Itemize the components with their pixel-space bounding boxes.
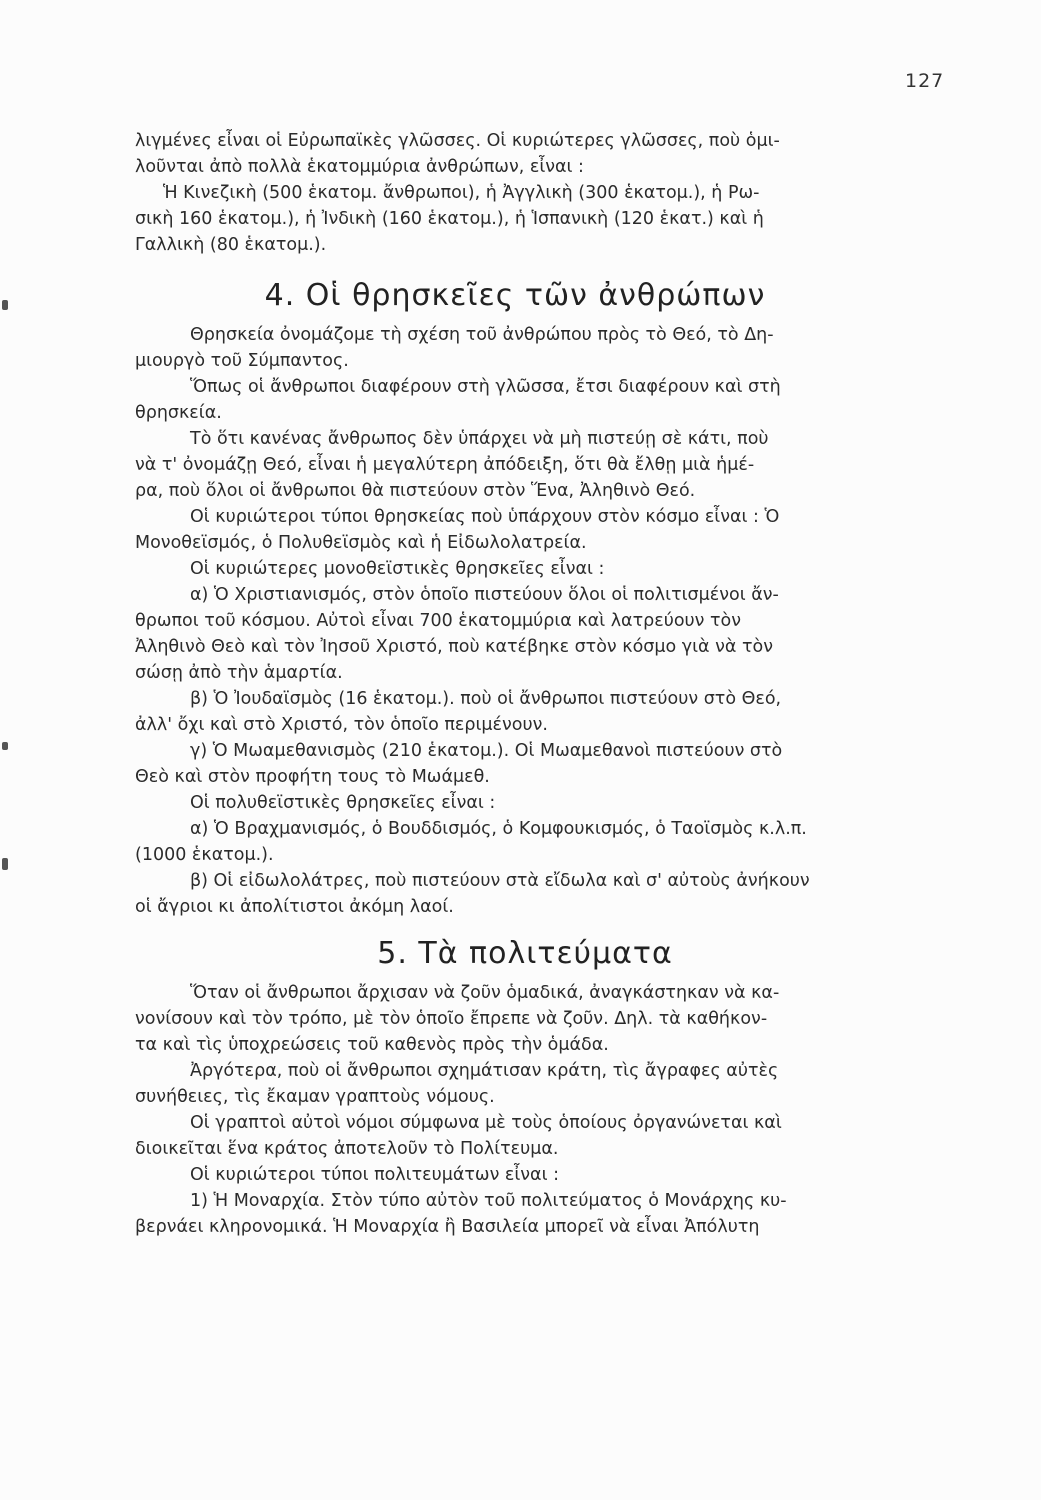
text-line: Μονοθεϊσμός, ὁ Πολυθεϊσμὸς καὶ ἡ Εἰδωλολατρεία. [135, 533, 587, 553]
text-line: β) Ὁ Ἰουδαϊσμὸς (16 ἑκατομ.). ποὺ οἱ ἄνθρωποι πιστεύουν στὸ Θεό, [190, 689, 782, 709]
text-line: 1) Ἡ Μοναρχία. Στὸν τύπο αὐτὸν τοῦ πολιτεύματος ὁ Μονάρχης κυ- [190, 1191, 787, 1211]
text-line: ἀλλ' ὄχι καὶ στὸ Χριστό, τὸν ὁποῖο περιμένουν. [135, 715, 548, 735]
text-line: σικὴ 160 ἑκατομ.), ἡ Ἰνδικὴ (160 ἑκατομ.), ἡ Ἱσπανικὴ (120 ἑκατ.) καὶ ἡ [135, 209, 764, 229]
text-line: ρα, ποὺ ὅλοι οἱ ἄνθρωποι θὰ πιστεύουν στὸν Ἕνα, Ἀληθινὸ Θεό. [135, 481, 696, 501]
text-line: Οἱ κυριώτεροι τύποι θρησκείας ποὺ ὑπάρχουν στὸν κόσμο εἶναι : Ὁ [190, 507, 780, 527]
text-line: Ἀληθινὸ Θεὸ καὶ τὸν Ἰησοῦ Χριστό, ποὺ κατέβηκε στὸν κόσμο γιὰ νὰ τὸν [135, 637, 774, 657]
text-line: θρησκεία. [135, 403, 222, 423]
text-line: βερνάει κληρονομικά. Ἡ Μοναρχία ἢ Βασιλεία μπορεῖ νὰ εἶναι Ἀπόλυτη [135, 1217, 760, 1237]
text-line: Ἀργότερα, ποὺ οἱ ἄνθρωποι σχημάτισαν κράτη, τὶς ἄγραφες αὐτὲς [190, 1061, 779, 1081]
text-line: λοῦνται ἀπὸ πολλὰ ἑκατομμύρια ἀνθρώπων, εἶναι : [135, 157, 584, 177]
section-heading-polities: 5. Τὰ πολιτεύματα [377, 936, 673, 971]
text-line: οἱ ἄγριοι κι ἀπολίτιστοι ἀκόμη λαοί. [135, 897, 454, 917]
section-heading-religions: 4. Οἱ θρησκεῖες τῶν ἀνθρώπων [264, 278, 766, 313]
text-line: γ) Ὁ Μωαμεθανισμὸς (210 ἑκατομ.). Οἱ Μωαμεθανοὶ πιστεύουν στὸ [190, 741, 783, 761]
text-line: (1000 ἑκατομ.). [135, 845, 274, 865]
text-line: νὰ τ' ὀνομάζῃ Θεό, εἶναι ἡ μεγαλύτερη ἀπόδειξη, ὅτι θὰ ἔλθῃ μιὰ ἡμέ- [135, 455, 755, 475]
text-line: Θρησκεία ὀνομάζομε τὴ σχέση τοῦ ἀνθρώπου πρὸς τὸ Θεό, τὸ Δη- [190, 325, 774, 345]
text-line: νονίσουν καὶ τὸν τρόπο, μὲ τὸν ὁποῖο ἔπρεπε νὰ ζοῦν. Δηλ. τὰ καθήκον- [135, 1009, 768, 1029]
text-line: σώσῃ ἀπὸ τὴν ἁμαρτία. [135, 663, 343, 683]
text-line: Οἱ κυριώτεροι τύποι πολιτευμάτων εἶναι : [190, 1165, 559, 1185]
text-line: συνήθειες, τὶς ἔκαμαν γραπτοὺς νόμους. [135, 1087, 495, 1107]
text-line: Θεὸ καὶ στὸν προφήτη τους τὸ Μωάμεθ. [135, 767, 490, 787]
text-line: Τὸ ὅτι κανένας ἄνθρωπος δὲν ὑπάρχει νὰ μὴ πιστεύῃ σὲ κάτι, ποὺ [190, 429, 769, 449]
text-line: Οἱ γραπτοὶ αὐτοὶ νόμοι σύμφωνα μὲ τοὺς ὁποίους ὀργανώνεται καὶ [190, 1113, 782, 1133]
text-line: α) Ὁ Χριστιανισμός, στὸν ὁποῖο πιστεύουν ὅλοι οἱ πολιτισμένοι ἄν- [190, 585, 779, 605]
text-line: Οἱ πολυθεϊστικὲς θρησκεῖες εἶναι : [190, 793, 496, 813]
text-line: Ὅπως οἱ ἄνθρωποι διαφέρουν στὴ γλῶσσα, ἔτσι διαφέρουν καὶ στὴ [190, 377, 781, 397]
text-line: θρωποι τοῦ κόσμου. Αὐτοὶ εἶναι 700 ἑκατομμύρια καὶ λατρεύουν τὸν [135, 611, 742, 631]
scan-edge-mark [2, 858, 8, 870]
text-line: λιγμένες εἶναι οἱ Εὐρωπαϊκὲς γλῶσσες. Οἱ κυριώτερες γλῶσσες, ποὺ ὁμι- [135, 131, 780, 151]
text-line: τα καὶ τὶς ὑποχρεώσεις τοῦ καθενὸς πρὸς τὴν ὁμάδα. [135, 1035, 609, 1055]
page-body [135, 128, 955, 1240]
text-line: Ὅταν οἱ ἄνθρωποι ἄρχισαν νὰ ζοῦν ὁμαδικά, ἀναγκάστηκαν νὰ κα- [190, 983, 780, 1003]
text-line: β) Οἱ εἰδωλολάτρες, ποὺ πιστεύουν στὰ εἴδωλα καὶ σ' αὐτοὺς ἀνήκουν [190, 871, 810, 891]
text-line: μιουργὸ τοῦ Σύμπαντος. [135, 351, 349, 371]
text-line: Γαλλικὴ (80 ἑκατομ.). [135, 235, 327, 255]
text-line: α) Ὁ Βραχμανισμός, ὁ Βουδδισμός, ὁ Κομφουκισμός, ὁ Ταοϊσμὸς κ.λ.π. [190, 819, 807, 839]
text-line: διοικεῖται ἕνα κράτος ἀποτελοῦν τὸ Πολίτευμα. [135, 1139, 559, 1159]
text-line: Ἡ Κινεζικὴ (500 ἑκατομ. ἄνθρωποι), ἡ Ἀγγλικὴ (300 ἑκατομ.), ἡ Ρω- [163, 183, 760, 203]
scan-edge-mark [2, 300, 8, 310]
text-line: Οἱ κυριώτερες μονοθεϊστικὲς θρησκεῖες εἶναι : [190, 559, 605, 579]
page-number: 127 [905, 70, 945, 92]
scan-edge-mark [2, 742, 8, 750]
